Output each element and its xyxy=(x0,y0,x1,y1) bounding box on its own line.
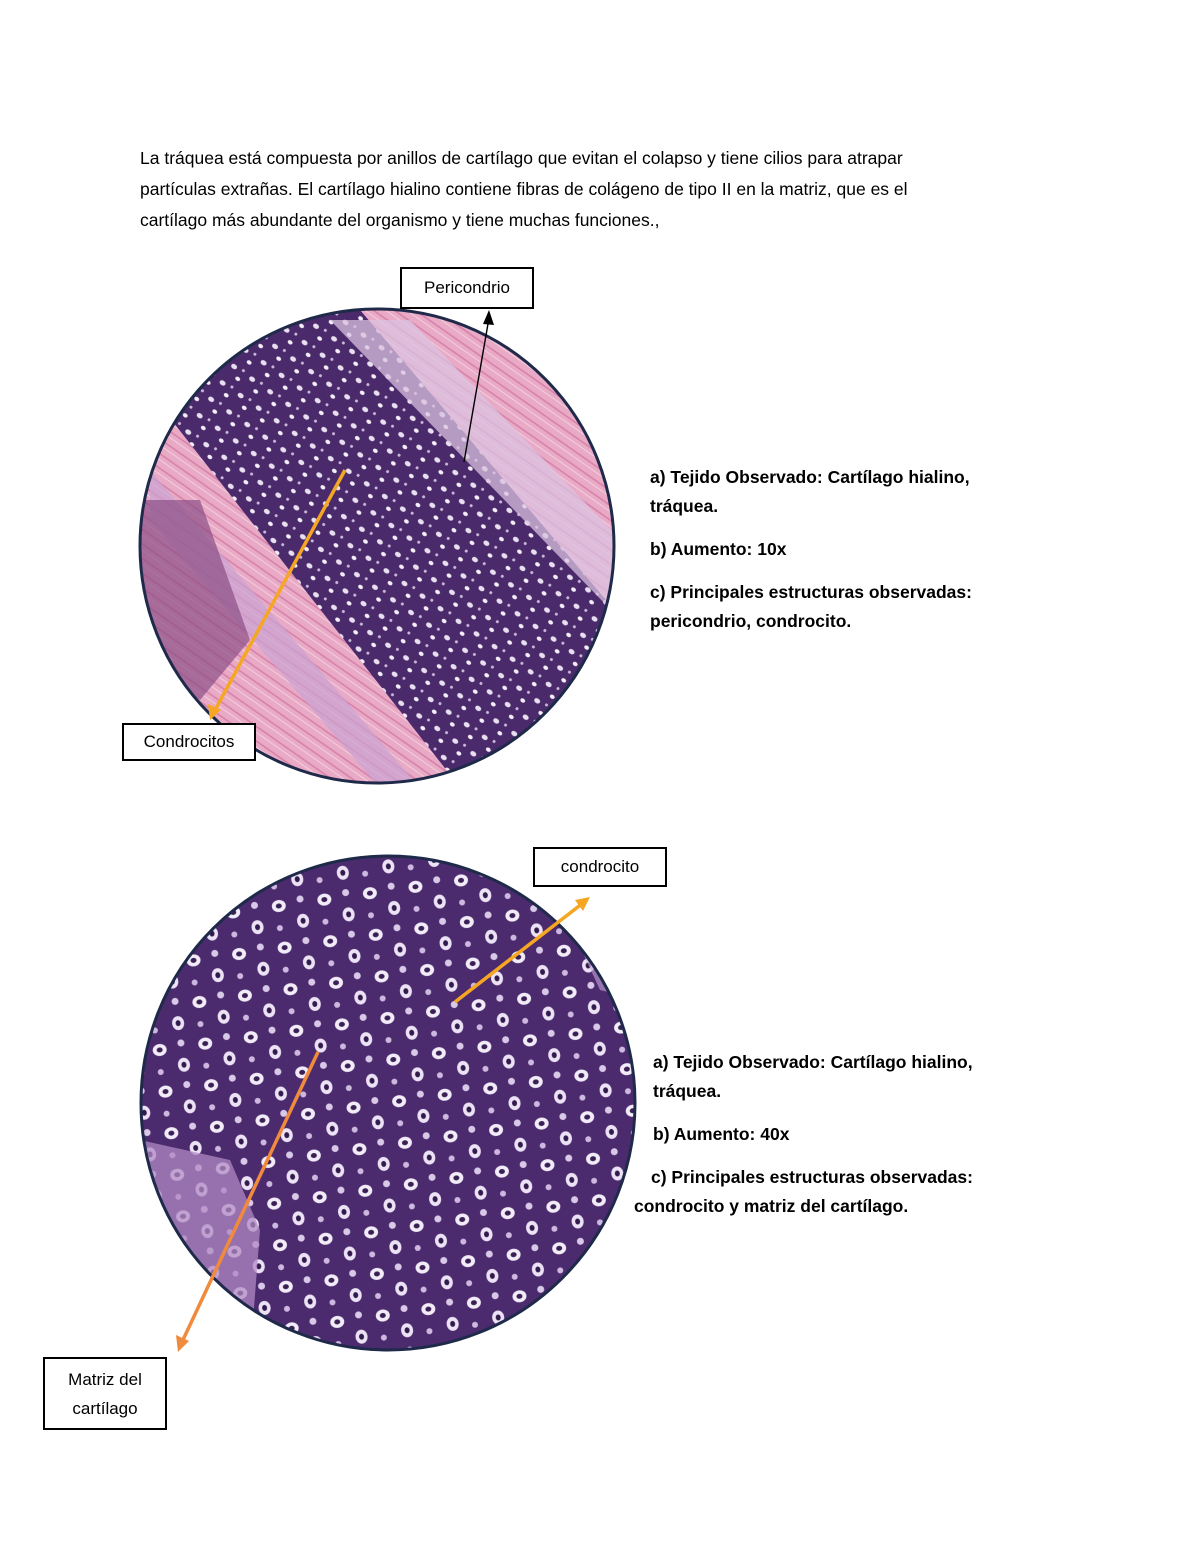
intro-line-3: cartílago más abundante del organismo y tiene muchas funciones., xyxy=(140,210,660,230)
info-2-a-line1: a) Tejido Observado: Cartílago hialino, xyxy=(653,1052,973,1072)
intro-line-2: partículas extrañas. El cartílago hialino contiene fibras de colágeno de tipo II en la matriz, que es el xyxy=(140,179,908,199)
info-2-a-line2: tráquea. xyxy=(653,1081,722,1101)
intro-line-1: La tráquea está compuesta por anillos de cartílago que evitan el colapso y tiene cilios para atrapar xyxy=(140,148,903,168)
info-figure-2 xyxy=(634,1048,973,1235)
pericondrio-arrowhead xyxy=(483,310,494,325)
info-1-a-line1: a) Tejido Observado: Cartílago hialino, xyxy=(650,467,970,487)
info-1-b: b) Aumento: 10x xyxy=(650,539,787,559)
label-condrocito: condrocito xyxy=(533,847,667,887)
info-2-c-line1: c) Principales estructuras observadas: xyxy=(651,1167,973,1187)
info-1-c-line2: pericondrio, condrocito. xyxy=(650,611,852,631)
info-2-b: b) Aumento: 40x xyxy=(653,1124,790,1144)
info-figure-1 xyxy=(650,463,972,650)
label-condrocitos: Condrocitos xyxy=(122,723,256,761)
info-2-c-line2: condrocito y matriz del cartílago. xyxy=(634,1196,909,1216)
label-pericondrio: Pericondrio xyxy=(400,267,534,309)
label-matriz-del-cartilago: Matriz del cartílago xyxy=(43,1357,167,1430)
info-1-c-line1: c) Principales estructuras observadas: xyxy=(650,582,972,602)
info-1-a-line2: tráquea. xyxy=(650,496,719,516)
